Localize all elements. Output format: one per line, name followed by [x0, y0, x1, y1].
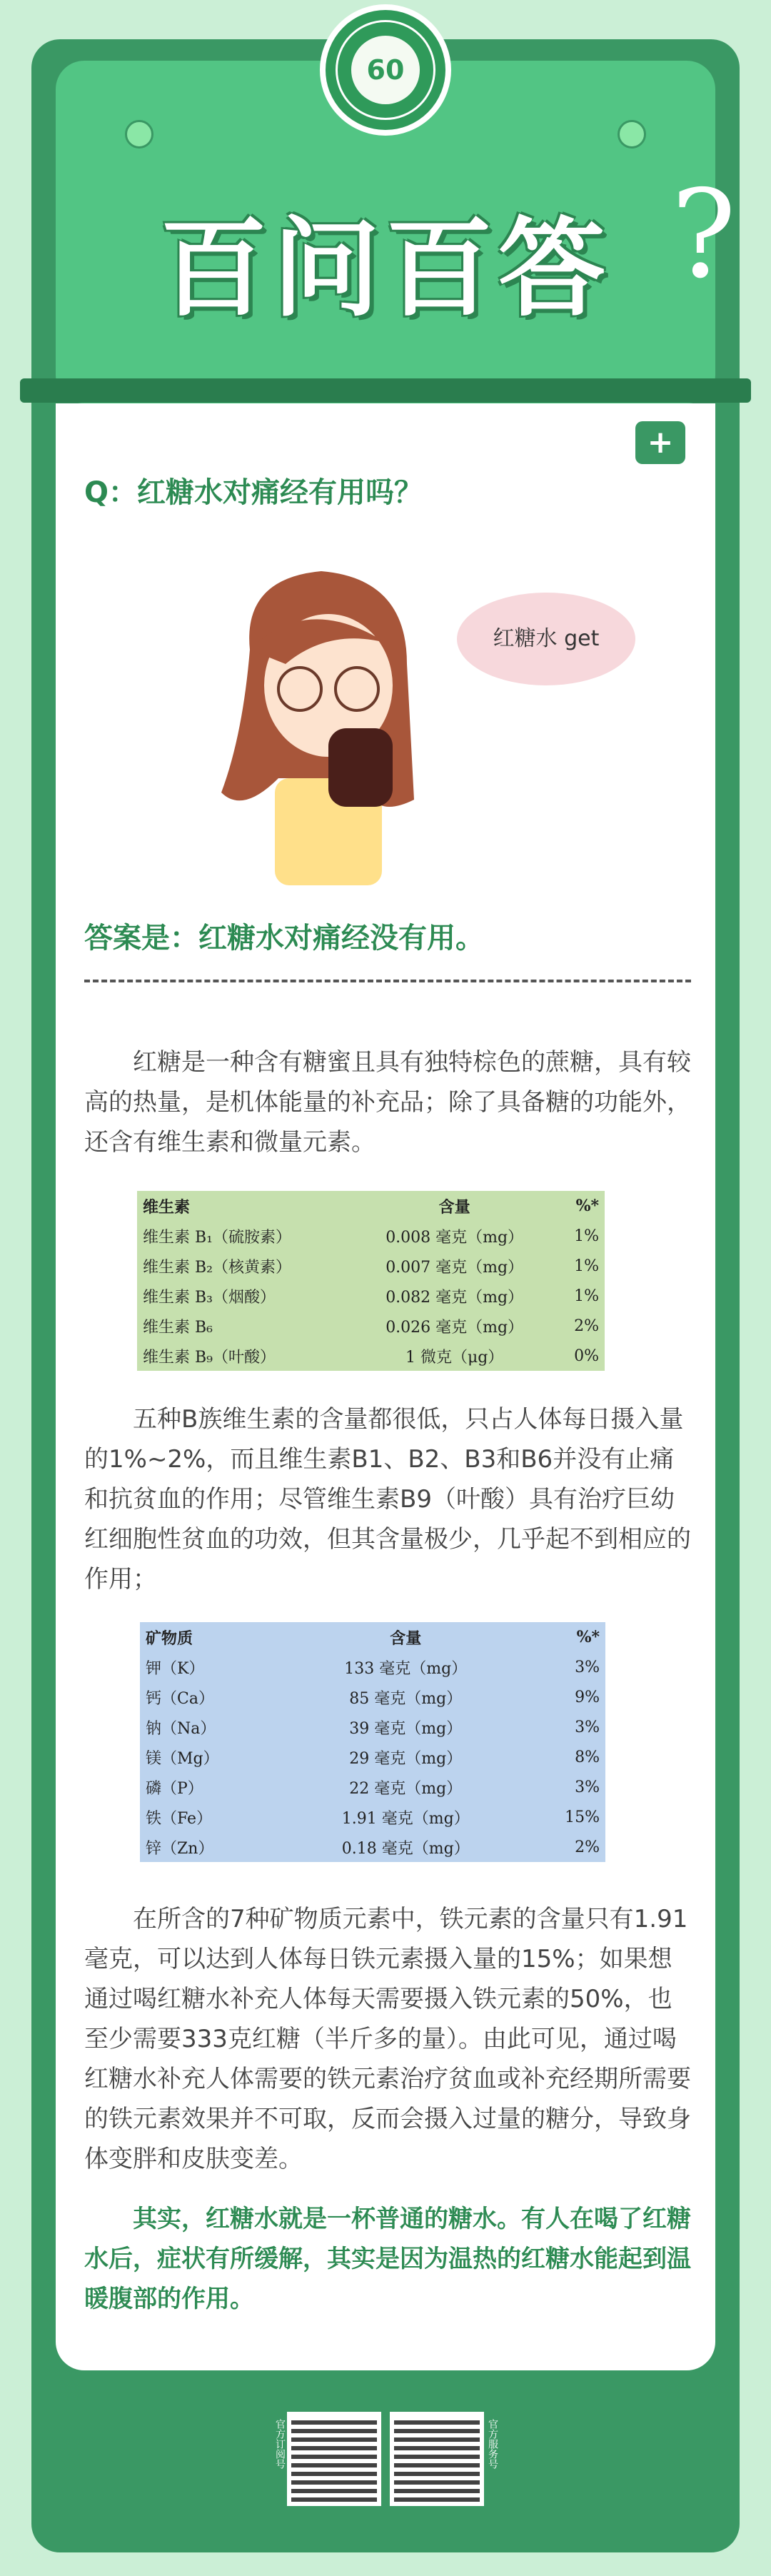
cell-percent: 3% — [575, 1658, 600, 1676]
table-row — [140, 1652, 605, 1682]
table-row — [137, 1221, 605, 1251]
table-row — [137, 1281, 605, 1311]
cell-percent: 9% — [575, 1688, 600, 1706]
cell-name: 维生素 B₂（核黄素） — [143, 1258, 291, 1277]
girl-drinking-illustration — [200, 564, 457, 892]
cell-name: 维生素 B₁（硫胺素） — [143, 1228, 291, 1247]
speech-bubble: 红糖水 get — [457, 593, 635, 685]
cell-amount: 29 毫克（mg） — [349, 1749, 463, 1768]
decor-dot-left — [125, 120, 153, 149]
hospital-logo — [320, 4, 451, 136]
qr-code-service[interactable] — [390, 2412, 484, 2506]
cell-name: 锌（Zn） — [146, 1839, 214, 1858]
mineral-col-name: 矿物质 — [146, 1629, 193, 1648]
cell-amount: 1 微克（μg） — [405, 1348, 504, 1367]
answer-heading: 答案是：红糖水对痛经没有用。 — [84, 922, 484, 955]
table-row — [140, 1682, 605, 1712]
table-row — [140, 1742, 605, 1772]
cell-name: 维生素 B₆ — [143, 1318, 213, 1337]
table-row — [140, 1712, 605, 1742]
vitamin-table-header — [137, 1191, 605, 1221]
cup-shape — [328, 728, 393, 807]
table-row — [137, 1251, 605, 1281]
cell-percent: 2% — [574, 1317, 599, 1335]
cell-name: 铁（Fe） — [146, 1809, 213, 1828]
cell-percent: 1% — [574, 1257, 599, 1275]
cell-name: 维生素 B₃（烟酸） — [143, 1288, 276, 1307]
question-mark-icon: ? — [671, 164, 737, 306]
qr-left-label: 官方订阅号 — [274, 2419, 286, 2469]
header-band — [20, 378, 751, 403]
cell-amount: 22 毫克（mg） — [349, 1779, 463, 1798]
paragraph-3: 在所含的7种矿物质元素中，铁元素的含量只有1.91毫克，可以达到人体每日铁元素摄入量的15%；如果想通过喝红糖水补充人体每天需要摄入铁元素的50%，也至少需要333克红糖（半斤多的量）。由此可见，通过喝红糖水补充人体需要的铁元素治疗贫血或补充经期所需要的铁元素效果并不可取，反而会摄入过量的糖分，导致身体变胖和皮肤变差。 — [84, 1905, 691, 2173]
paragraph-1: 红糖是一种含有糖蜜且具有独特棕色的蔗糖，具有较高的热量，是机体能量的补充品；除了具备糖的功能外，还含有维生素和微量元素。 — [84, 1048, 691, 1157]
cell-percent: 1% — [574, 1287, 599, 1305]
cell-amount: 0.007 毫克（mg） — [386, 1258, 524, 1277]
mineral-table-header — [140, 1622, 605, 1652]
cell-amount: 0.008 毫克（mg） — [386, 1228, 524, 1247]
dashed-divider — [84, 980, 691, 982]
cell-amount: 1.91 毫克（mg） — [341, 1809, 470, 1828]
cell-percent: 8% — [575, 1748, 600, 1766]
table-row — [140, 1802, 605, 1832]
paragraph-2: 五种B族维生素的含量都很低，只占人体每日摄入量的1%~2%，而且维生素B1、B2、B3和B6并没有止痛和抗贫血的作用；尽管维生素B9（叶酸）具有治疗巨幼红细胞性贫血的功效，但其含量极少，几乎起不到相应的作用； — [84, 1405, 691, 1594]
table-row — [137, 1311, 605, 1341]
mineral-col-percent: %* — [576, 1628, 600, 1646]
qr-code-subscription[interactable] — [287, 2412, 381, 2506]
mineral-table — [140, 1622, 605, 1862]
cell-amount: 0.18 毫克（mg） — [341, 1839, 470, 1858]
qr-pattern — [394, 2416, 480, 2502]
mineral-col-amount: 含量 — [390, 1629, 422, 1648]
table-row — [137, 1341, 605, 1371]
cell-amount: 0.082 毫克（mg） — [386, 1288, 524, 1307]
qr-pattern — [291, 2416, 377, 2502]
vitamin-col-amount: 含量 — [438, 1197, 470, 1217]
cell-amount: 85 毫克（mg） — [349, 1689, 463, 1708]
vitamin-col-name: 维生素 — [143, 1197, 191, 1217]
cell-percent: 15% — [565, 1808, 600, 1826]
cell-name: 磷（P） — [146, 1779, 203, 1798]
cell-amount: 133 毫克（mg） — [344, 1659, 468, 1678]
qr-right-label: 官方服务号 — [487, 2419, 498, 2469]
cell-amount: 39 毫克（mg） — [349, 1719, 463, 1738]
cell-percent: 2% — [575, 1838, 600, 1856]
vitamin-table — [137, 1191, 605, 1371]
cell-name: 镁（Mg） — [146, 1749, 219, 1768]
page-title: 百问百答 — [159, 207, 611, 331]
paragraph-4: 其实，红糖水就是一杯普通的糖水。有人在喝了红糖水后，症状有所缓解，其实是因为温热的红糖水能起到温暖腹部的作用。 — [84, 2205, 691, 2313]
table-row — [140, 1832, 605, 1862]
cell-name: 维生素 B₉（叶酸） — [143, 1348, 276, 1367]
question-heading: Q：红糖水对痛经有用吗？ — [84, 476, 423, 509]
cell-amount: 0.026 毫克（mg） — [386, 1318, 524, 1337]
cell-percent: 3% — [575, 1778, 600, 1796]
decor-dot-right — [618, 120, 646, 149]
cell-percent: 1% — [574, 1227, 599, 1245]
cell-name: 钾（K） — [146, 1659, 205, 1678]
logo-mark: 60 — [351, 36, 420, 104]
cell-percent: 0% — [574, 1347, 599, 1365]
table-row — [140, 1772, 605, 1802]
cell-name: 钠（Na） — [146, 1719, 216, 1738]
first-aid-kit-icon: + — [635, 421, 685, 464]
cell-percent: 3% — [575, 1718, 600, 1736]
vitamin-col-percent: %* — [575, 1197, 599, 1215]
cell-name: 钙（Ca） — [146, 1689, 214, 1708]
